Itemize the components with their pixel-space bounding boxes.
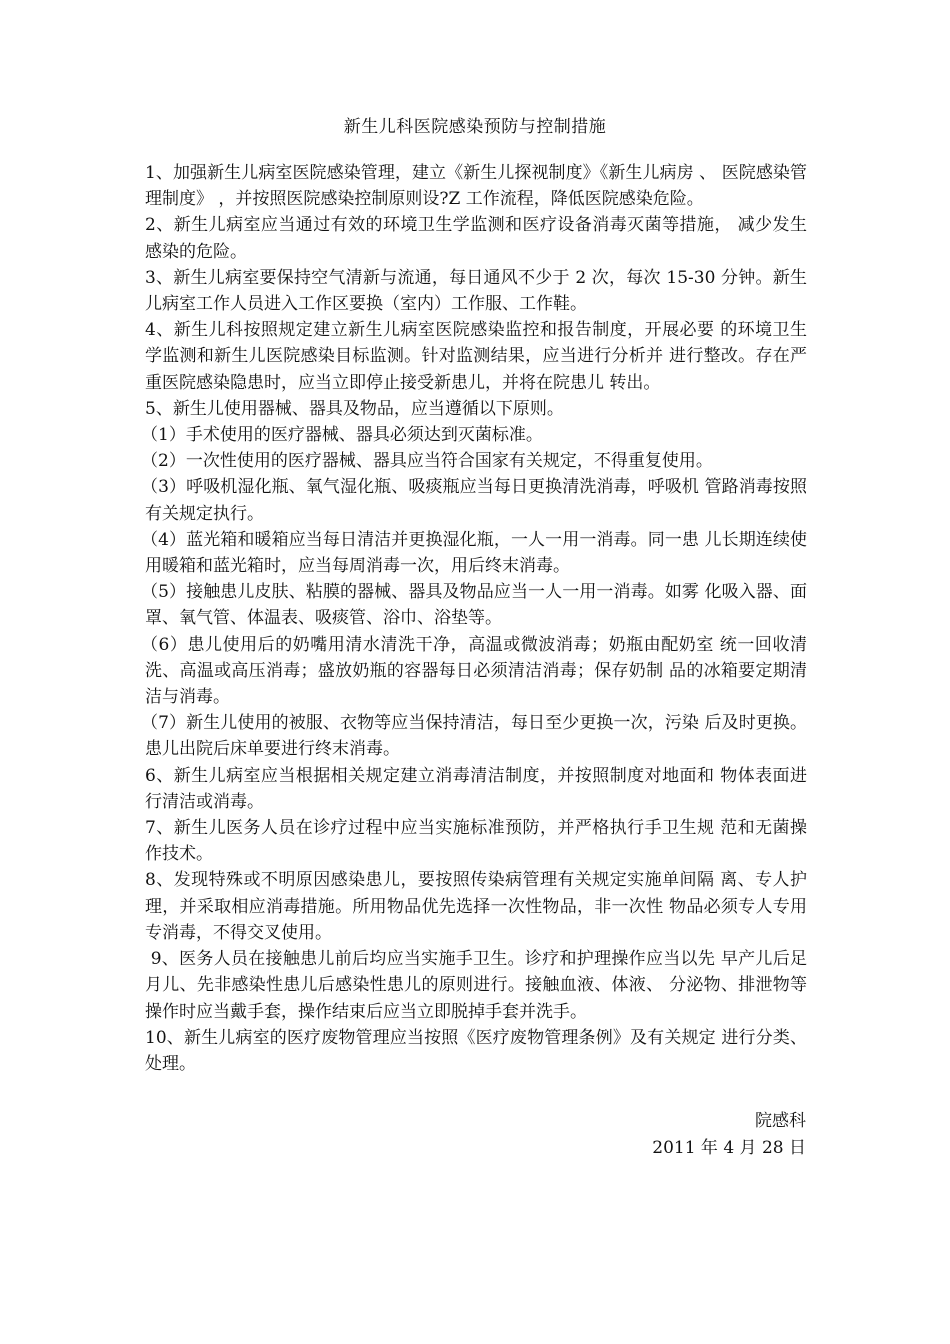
paragraph-subitem-5-7: （7）新生儿使用的被服、衣物等应当保持清洁，每日至少更换一次，污染 后及时更换。患儿出院后床单要进行终末消毒。 (141, 713, 807, 760)
paragraph-item-3: 3、新生儿病室要保持空气清新与流通，每日通风不少于 2 次，每次 15-30 分钟。新生儿病室工作人员进入工作区要换（室内）工作服、工作鞋。 (145, 267, 807, 315)
paragraph-item-9: 9、医务人员在接触患儿前后均应当实施手卫生。诊疗和护理操作应当以先 早产儿后足月儿、先非感染性患儿后感染性患儿的原则进行。接触血液、体液、 分泌物、排泄物等操作时应当戴手套，操作结束后应当立即脱掉手套并洗手。 (145, 949, 808, 1022)
paragraph-item-1: 1、加强新生儿病室医院感染管理，建立《新生儿探视制度》《新生儿病房 、 医院感染管理制度》 ，并按照医院感染控制原则设?Z 工作流程，降低医院感染危险。 (145, 163, 807, 210)
paragraph-subitem-5-1: （1）手术使用的医疗器械、器具必须达到灭菌标准。 (141, 425, 543, 446)
paragraph-subitem-5-5: （5）接触患儿皮肤、粘膜的器械、器具及物品应当一人一用一消毒。如雾 化吸入器、面罩、氧气管、体温表、吸痰管、浴巾、浴垫等。 (141, 582, 807, 629)
signature-department: 院感科 (755, 1111, 806, 1131)
paragraph-subitem-5-4: （4）蓝光箱和暖箱应当每日清洁并更换湿化瓶，一人一用一消毒。同一患 儿长期连续使用暖箱和蓝光箱时，应当每周消毒一次，用后终末消毒。 (141, 529, 807, 577)
paragraph-subitem-5-3: （3）呼吸机湿化瓶、氧气湿化瓶、吸痰瓶应当每日更换清洗消毒，呼吸机 管路消毒按照有关规定执行。 (141, 477, 807, 524)
paragraph-item-5: 5、新生儿使用器械、器具及物品，应当遵循以下原则。 (145, 398, 564, 419)
paragraph-item-10: 10、新生儿病室的医疗废物管理应当按照《医疗废物管理条例》及有关规定 进行分类、处理。 (145, 1027, 807, 1074)
paragraph-item-2: 2、新生儿病室应当通过有效的环境卫生学监测和医疗设备消毒灭菌等措施， 减少发生感染的危险。 (145, 215, 807, 262)
paragraph-item-6: 6、新生儿病室应当根据相关规定建立消毒清洁制度，并按照制度对地面和 物体表面进行清洁或消毒。 (145, 765, 807, 812)
document-title: 新生儿科医院感染预防与控制措施 (343, 117, 607, 137)
paragraph-item-8: 8、发现特殊或不明原因感染患儿，要按照传染病管理有关规定实施单间隔 离、专人护理，并采取相应消毒措施。所用物品优先选择一次性物品，非一次性 物品必须专人专用专消毒，不得交叉使用。 (145, 870, 807, 943)
document-body (141, 160, 808, 1077)
signature-block (560, 1108, 806, 1162)
paragraph-item-4: 4、新生儿科按照规定建立新生儿病室医院感染监控和报告制度，开展必要 的环境卫生学监测和新生儿医院感染目标监测。针对监测结果，应当进行分析并 进行整改。存在严重医院感染隐患时，应当立即停止接受新患儿，并将在院患儿 转出。 (145, 320, 807, 393)
paragraph-item-7: 7、新生儿医务人员在诊疗过程中应当实施标准预防，并严格执行手卫生规 范和无菌操作技术。 (145, 818, 807, 865)
signature-date: 2011 年 4 月 28 日 (652, 1138, 806, 1158)
paragraph-subitem-5-6: （6）患儿使用后的奶嘴用清水清洗干净，高温或微波消毒；奶瓶由配奶室 统一回收清洗、高温或高压消毒；盛放奶瓶的容器每日必须清洁消毒；保存奶制 品的冰箱要定期清洁与消毒。 (141, 634, 807, 708)
paragraph-subitem-5-2: （2）一次性使用的医疗器械、器具应当符合国家有关规定，不得重复使用。 (141, 451, 713, 472)
